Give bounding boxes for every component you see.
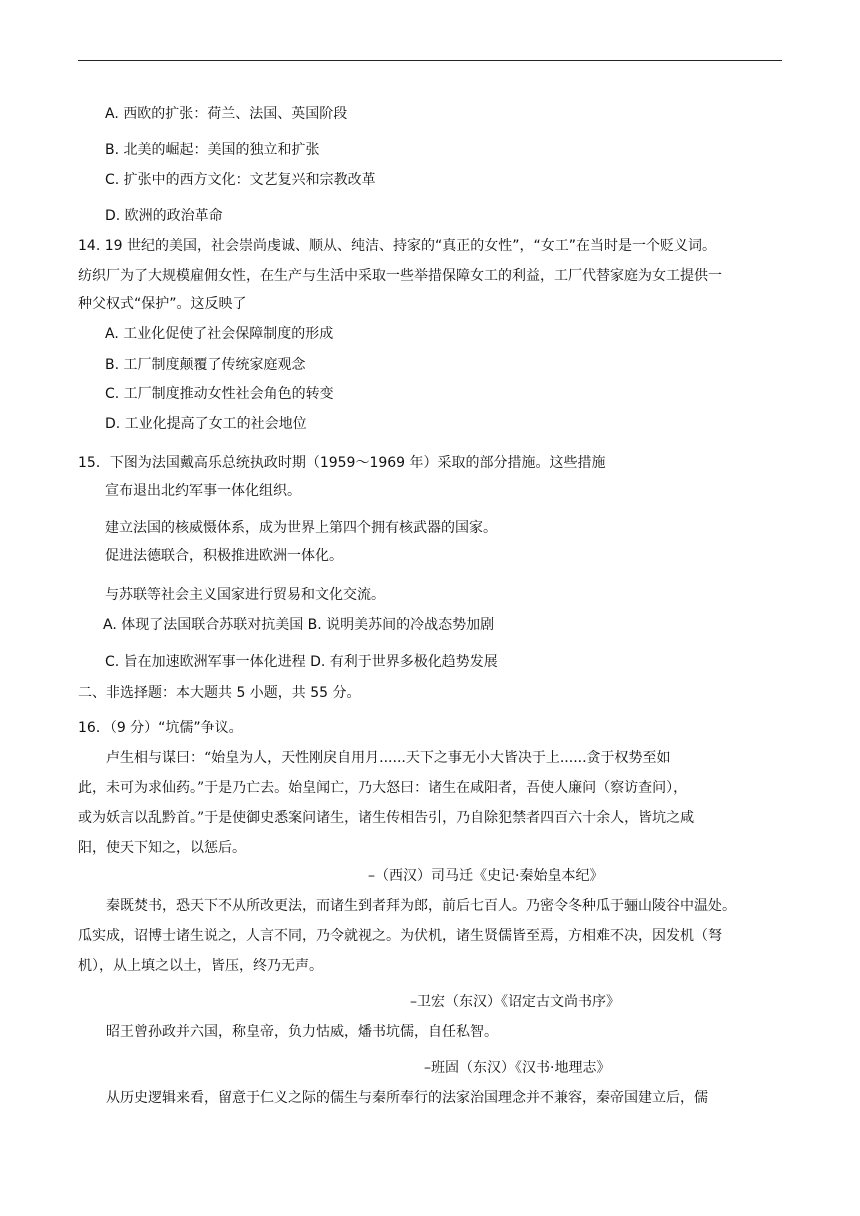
q14-option-b: B. 工厂制度颠覆了传统家庭观念 bbox=[105, 357, 306, 373]
q13-option-a: A. 西欧的扩张：荷兰、法国、英国阶段 bbox=[105, 106, 348, 122]
q16-passage1-line-3: 或为妖言以乱黔首。”于是使御史悉案问诸生，诸生传相告引，乃自除犯禁者四百六十余人，皆坑之咸 bbox=[78, 810, 695, 826]
q13-option-d: D. 欧洲的政治革命 bbox=[105, 208, 223, 224]
q15-measure-3: 促进法德联合，积极推进欧洲一体化。 bbox=[105, 548, 343, 564]
q16-source-2: –卫宏（东汉）《诏定古文尚书序》 bbox=[410, 994, 620, 1010]
q14-stem-line-2: 纺织厂为了大规模雇佣女性，在生产与生活中采取一些举措保障女工的利益，工厂代替家庭为女工提供一 bbox=[78, 268, 722, 284]
q15-options-line-1: A. 体现了法国联合苏联对抗美国 B. 说明美苏间的冷战态势加剧 bbox=[103, 617, 495, 633]
header-rule bbox=[78, 60, 782, 61]
q16-passage1-line-1: 卢生相与谋曰：“始皇为人，天性刚戾自用月......天下之事无小大皆决于上......贪于权势至如 bbox=[106, 750, 671, 766]
q15-options-line-2: C. 旨在加速欧洲军事一体化进程 D. 有利于世界多极化趋势发展 bbox=[105, 654, 498, 670]
q14-stem-line-1: 14. 19 世纪的美国，社会崇尚虔诚、顺从、纯洁、持家的“真正的女性”，“女工”在当时是一个贬义词。 bbox=[78, 238, 716, 254]
q15-measure-2: 建立法国的核威慑体系，成为世界上第四个拥有核武器的国家。 bbox=[105, 520, 497, 536]
q14-option-c: C. 工厂制度推动女性社会角色的转变 bbox=[105, 386, 334, 402]
q15-stem: 15．下图为法国戴高乐总统执政时期（1959～1969 年）采取的部分措施。这些措施 bbox=[78, 455, 606, 471]
q16-passage1-line-2: 此，未可为求仙药。”于是乃亡去。始皇闻亡，乃大怒曰：诸生在咸阳者，吾使人廉问（察访查问）， bbox=[78, 780, 688, 796]
q16-passage1-line-4: 阳，使天下知之，以惩后。 bbox=[78, 840, 246, 856]
q16-passage2-line-1: 秦既焚书，恐天下不从所改更法，而诸生到者拜为郎，前后七百人。乃密令冬种瓜于骊山陵谷中温处。 bbox=[106, 898, 736, 914]
q14-option-a: A. 工业化促使了社会保障制度的形成 bbox=[105, 326, 334, 342]
q16-title: 16．（9 分）“坑儒”争议。 bbox=[78, 720, 243, 736]
q13-option-c: C. 扩张中的西方文化：文艺复兴和宗教改革 bbox=[105, 172, 376, 188]
q15-measure-4: 与苏联等社会主义国家进行贸易和文化交流。 bbox=[105, 587, 385, 603]
q16-source-1: –（西汉）司马迁《史记·秦始皇本纪》 bbox=[368, 868, 604, 884]
q16-passage2-line-3: 机），从上填之以土，皆压，终乃无声。 bbox=[78, 958, 323, 974]
q14-option-d: D. 工业化提高了女工的社会地位 bbox=[105, 416, 307, 432]
q16-source-3: –班固（东汉）《汉书·地理志》 bbox=[424, 1060, 611, 1076]
q13-option-b: B. 北美的崛起：美国的独立和扩张 bbox=[105, 142, 320, 158]
q16-passage3: 昭王曾孙政并六国，称皇帝，负力怙威，燔书坑儒，自任私智。 bbox=[106, 1024, 498, 1040]
section-2-heading: 二、非选择题：本大题共 5 小题，共 55 分。 bbox=[78, 685, 361, 701]
q16-passage2-line-2: 瓜实成，诏博士诸生说之，人言不同，乃令就视之。为伏机，诸生贤儒皆至焉，方相难不决，因发机（弩 bbox=[78, 928, 722, 944]
q15-measure-1: 宣布退出北约军事一体化组织。 bbox=[105, 483, 301, 499]
q14-stem-line-3: 种父权式“保护”。这反映了 bbox=[78, 296, 247, 312]
q16-passage4-line-1: 从历史逻辑来看，留意于仁义之际的儒生与秦所奉行的法家治国理念并不兼容，秦帝国建立后，儒 bbox=[106, 1090, 708, 1106]
